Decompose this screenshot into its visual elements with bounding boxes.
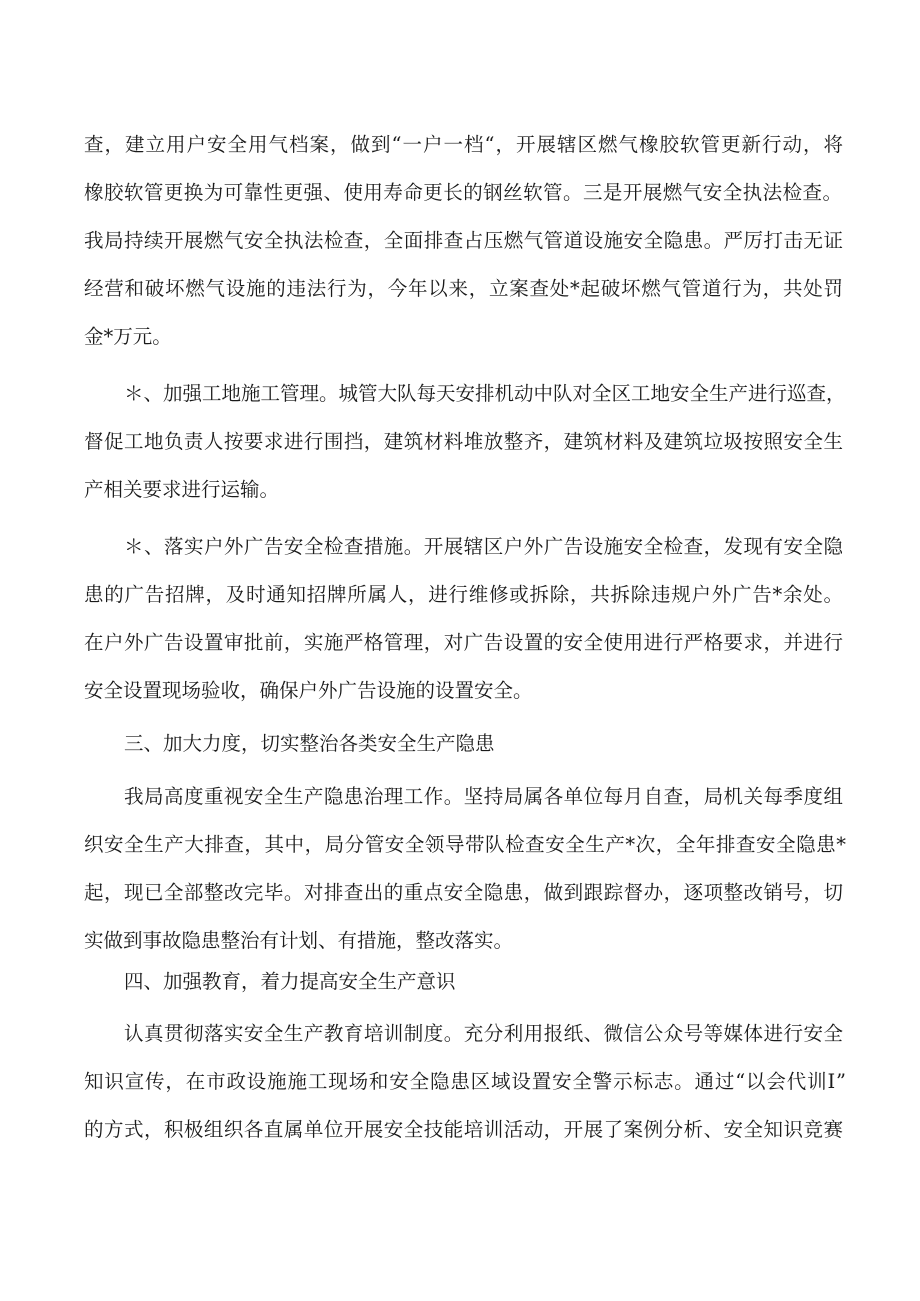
text-line-11-content: 在户外广告设置审批前，实施严格管理，对广告设置的安全使用进行严格要求，并进行 <box>84 631 843 654</box>
text-line-15-content: 织安全生产大排查，其中，局分管安全领导带队检查安全生产*次，全年排查安全隐患* <box>84 833 846 856</box>
text-line-3-content: 我局持续开展燃气安全执法检查，全面排查占压燃气管道设施安全隐患。严厉打击无证 <box>84 229 843 252</box>
text-line-1-content: 查，建立用户安全用气档案，做到“一户一档“，开展辖区燃气橡胶软管更新行动，将 <box>84 133 843 156</box>
text-line-7-content: 督促工地负责人按要求进行围挡，建筑材料堆放整齐，建筑材料及建筑垃圾按照安全生 <box>84 430 843 453</box>
text-line-14-content: 我局高度重视安全生产隐患治理工作。坚持局属各单位每月自查，局机关每季度组 <box>124 785 843 808</box>
text-line-8-content: 产相关要求进行运输。 <box>84 478 280 501</box>
section-heading-3 <box>0 727 920 761</box>
text-line-21-content: 的方式，积极组织各直属单位开展安全技能培训活动，开展了案例分析、安全知识竞赛 <box>84 1118 843 1141</box>
text-line-10-content: 患的广告招牌，及时通知招牌所属人，进行维修或拆除，共拆除违规户外广告*余处。 <box>84 583 843 606</box>
text-line-5-content: 金*万元。 <box>84 325 172 348</box>
text-line-9 <box>0 530 920 564</box>
text-line-4 <box>0 272 920 306</box>
text-line-16 <box>0 876 920 910</box>
text-line-7 <box>0 425 920 459</box>
text-line-21 <box>0 1113 920 1147</box>
text-line-16-content: 起，现已全部整改完毕。对排查出的重点安全隐患，做到跟踪督办，逐项整改销号，切 <box>84 881 843 904</box>
text-line-5 <box>0 320 920 354</box>
text-line-6-content: ＊、加强工地施工管理。城管大队每天安排机动中队对全区工地安全生产进行巡查， <box>124 382 846 405</box>
text-line-1 <box>0 128 920 162</box>
text-line-20-content: 知识宣传，在市政设施施工现场和安全隐患区域设置安全警示标志。通过“以会代训Ⅰ” <box>84 1070 846 1093</box>
text-line-4-content: 经营和破坏燃气设施的违法行为，今年以来，立案查处*起破坏燃气管道行为，共处罚 <box>84 277 843 300</box>
text-line-12-content: 安全设置现场验收，确保户外广告设施的设置安全。 <box>84 679 533 702</box>
text-line-9-content: ＊、落实户外广告安全检查措施。开展辖区户外广告设施安全检查，发现有安全隐 <box>124 535 843 558</box>
text-line-6 <box>0 377 920 411</box>
text-line-17-content: 实做到事故隐患整治有计划、有措施，整改落实。 <box>84 929 514 952</box>
text-line-14 <box>0 780 920 814</box>
text-line-19-content: 认真贯彻落实安全生产教育培训制度。充分利用报纸、微信公众号等媒体进行安全 <box>124 1022 843 1045</box>
text-line-2 <box>0 176 920 210</box>
text-line-17 <box>0 924 920 958</box>
text-line-2-content: 橡胶软管更换为可靠性更强、使用寿命更长的钢丝软管。三是开展燃气安全执法检查。 <box>84 181 842 204</box>
text-line-12 <box>0 674 920 708</box>
section-heading-3-content: 三、加大力度，切实整治各类安全生产隐患 <box>124 732 495 755</box>
text-line-11 <box>0 626 920 660</box>
text-line-3 <box>0 224 920 258</box>
section-heading-4-content: 四、加强教育，着力提高安全生产意识 <box>124 970 456 993</box>
text-line-19 <box>0 1017 920 1051</box>
text-line-20 <box>0 1065 920 1099</box>
text-line-15 <box>0 828 920 862</box>
text-line-10 <box>0 578 920 612</box>
section-heading-4 <box>0 965 920 999</box>
text-line-8 <box>0 473 920 507</box>
